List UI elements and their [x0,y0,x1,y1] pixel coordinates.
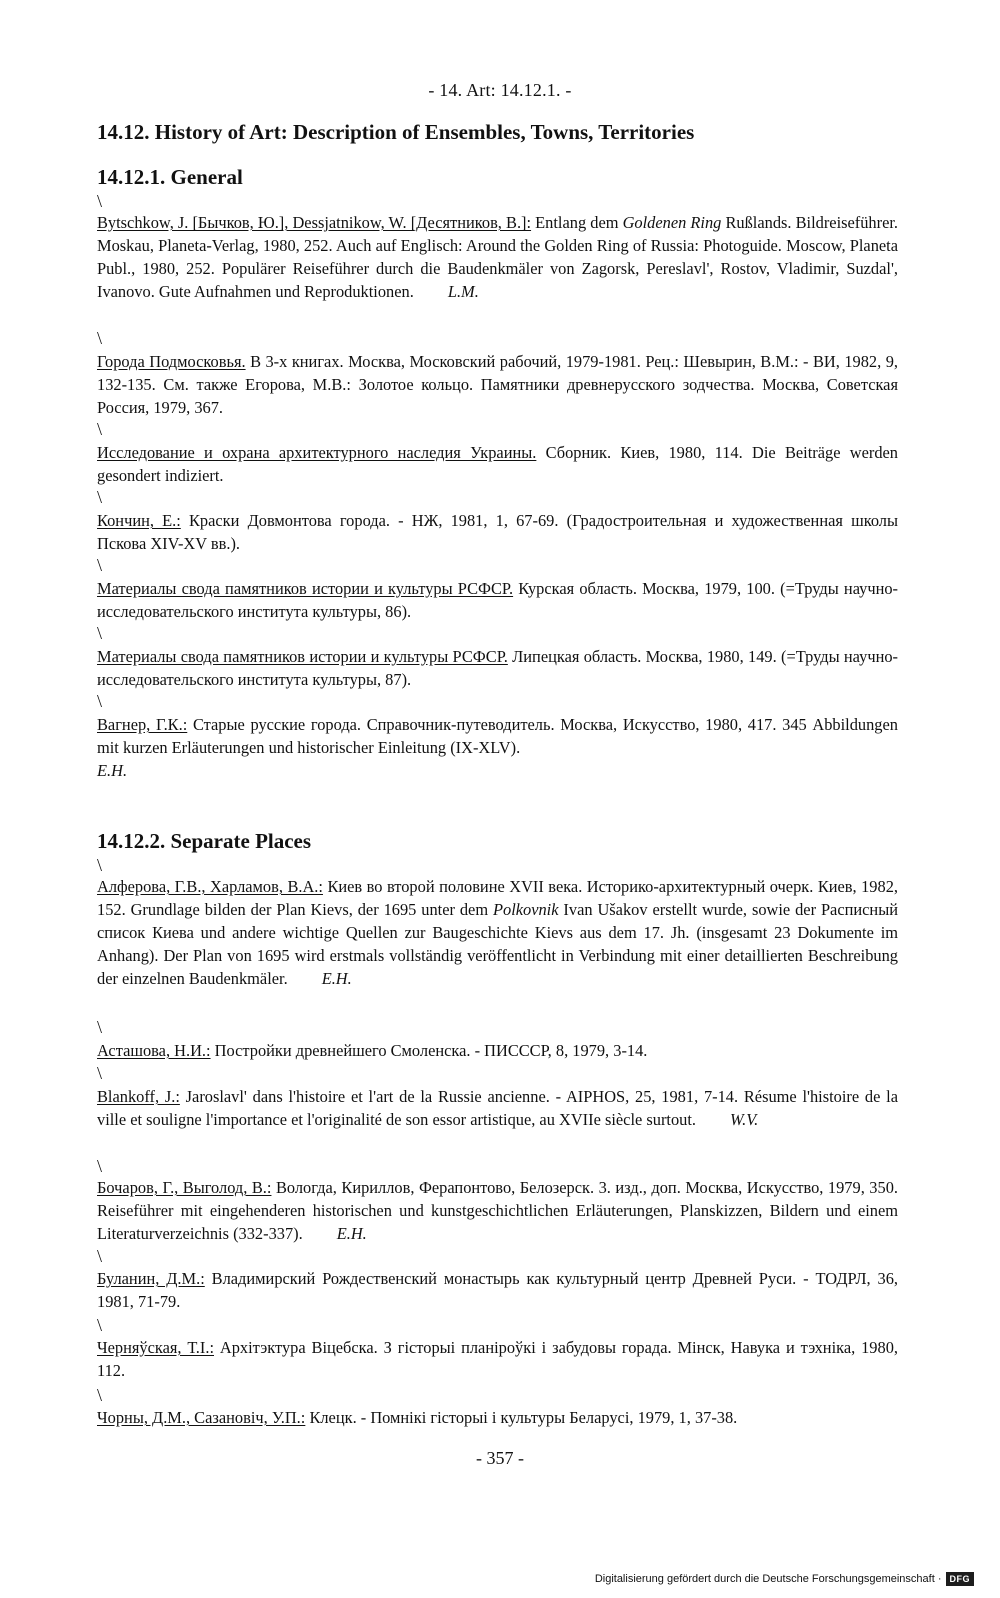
entry-author: Вагнер, Г.К.: [97,715,188,734]
entry-text: Киев во второй половине XVII века. Историко-архитектурный очерк. Киев, 1982, 152. Grundlage bilden der Plan Kievs, der 1695 unter dem [97,877,898,919]
entry-author: Алферова, Г.В., Харламов, В.А.: [97,877,323,896]
entry-separator: \ [97,623,103,643]
entry-text: Сборник. Киев, 1980, 114. Die Beiträge werden gesondert indiziert. [97,443,898,485]
entry-author: Черняўская, Т.І.: [97,1338,214,1357]
bibliography-entry [97,713,898,782]
entry-italic: Goldenen Ring [622,213,722,232]
entry-author: Материалы свода памятников истории и культуры РСФСР. [97,579,514,598]
entry-text: Архітэктура Віцебска. З гісторыі планіроўкі і забудовы горада. Мінск, Навука и тэхніка, 1980, 112. [97,1338,898,1380]
entry-author: Материалы свода памятников истории и культуры РСФСР. [97,647,508,666]
bibliography-entry [97,211,898,303]
page-number: - 357 - [476,1448,524,1468]
reviewer-initials: L.M. [447,282,479,301]
entry-text: Постройки древнейшего Смоленска. - ПИСССР, 8, 1979, 3-14. [210,1041,648,1060]
entry-text: Ivan Ušakov erstellt wurde, sowie der Расписный список Киева und andere wichtige Quellen zur Baugeschichte Kievs aus dem 17. Jh. (insgesamt 23 Dokumente im Anhang). Der Plan von 1695 wird erstmals vollständig veröffentlicht in Verbindung mit einer detaillierten Beschreibung der einzelnen Baudenkmäler. [97,900,898,988]
entry-separator: \ [97,487,103,507]
entry-separator: \ [97,691,103,711]
subsection-title-general: 14.12.1. General [97,165,243,189]
bibliography-entry [97,577,898,623]
entry-separator: \ [97,1017,103,1037]
entry-author: Кончин, Е.: [97,511,181,530]
credit-text: Digitalisierung gefördert durch die Deutsche Forschungsgemeinschaft · [594,1573,942,1585]
entry-author: Чорны, Д.М., Сазановіч, У.П.: [97,1408,306,1427]
entry-separator: \ [97,328,103,348]
subsection-title-separate-places: 14.12.2. Separate Places [97,829,312,853]
entry-separator: \ [97,855,103,875]
entry-author: Буланин, Д.М.: [97,1269,205,1288]
entry-text: Владимирский Рождественский монастырь как культурный центр Древней Руси. - ТОДРЛ, 36, 1981, 71-79. [97,1269,898,1311]
bibliography-entry [97,1085,898,1131]
digitization-credit [595,1572,974,1586]
entry-text: Краски Довмонтова города. - НЖ, 1981, 1, 67-69. (Градостроительная и художественная школы Пскова XIV-XV вв.). [97,511,898,553]
entry-separator: \ [97,555,103,575]
entry-author: Bytschkow, J. [Бычков, Ю.], Dessjatnikow, W. [Десятников, В.]: [97,213,532,232]
dfg-logo: DFG [946,1572,975,1586]
reviewer-initials: E.H. [336,1224,367,1243]
entry-separator: \ [97,1246,103,1266]
section-title: 14.12. History of Art: Description of Ensembles, Towns, Territories [97,120,695,144]
reviewer-initials: E.H. [321,969,352,988]
entry-separator: \ [97,1315,103,1335]
bibliography-entry [97,1336,898,1382]
entry-separator: \ [97,1156,103,1176]
reviewer-initials: W.V. [730,1110,759,1129]
entry-separator: \ [97,1385,103,1405]
bibliography-entry [97,875,898,990]
reviewer-initials: E.H. [97,761,128,780]
entry-author: Blankoff, J.: [97,1087,180,1106]
entry-text: Клецк. - Помнікі гісторыі і культуры Беларусі, 1979, 1, 37-38. [305,1408,738,1427]
bibliography-entry [97,1406,898,1429]
entry-text: Rußlands. Bildreiseführer. Moskau, Planeta-Verlag, 1980, 252. Auch auf Englisch: Around the Golden Ring of Russia: Photoguide. Moscow, Planeta Publ., 1980, 252. Populärer Reiseführer durch die Baudenkmäler von Zagorsk, Pereslavl', Rostov, Vladimir, Suzdal', Ivanovo. Gute Aufnahmen und Reproduktionen. [97,213,899,301]
entry-text: Курская область. Москва, 1979, 100. (=Труды научно-исследовательского института культуры, 86). [97,579,898,621]
entry-separator: \ [97,419,103,439]
bibliography-entry [97,1176,898,1245]
bibliography-entry [97,1267,898,1313]
entry-separator: \ [97,1063,103,1083]
bibliography-entry [97,1039,898,1062]
entry-text: Jaroslavl' dans l'histoire et l'art de la Russie ancienne. - AIPHOS, 25, 1981, 7-14. Résume l'histoire de la ville et souligne l'importance et l'originalité de son essor artistique, au XVIIe siècle surtout. [97,1087,898,1129]
bibliography-entry [97,350,898,419]
entry-author: Асташова, Н.И.: [97,1041,211,1060]
bibliography-entry [97,441,898,487]
entry-text: Вологда, Кириллов, Ферапонтово, Белозерск. 3. изд., доп. Москва, Искусство, 1979, 350. Reiseführer mit eingehenderen historischen und kunstgeschichtlichen Erläuterungen, Planskizzen, Bildern und einem Literaturverzeichnis (332-337). [97,1178,898,1243]
entry-text: Entlang dem [531,213,623,232]
entry-text: В 3-х книгах. Москва, Московский рабочий, 1979-1981. Рец.: Шевырин, В.М.: - ВИ, 1982, 9, 132-135. См. также Егорова, М.В.: Золотое кольцо. Памятники древнерусского зодчества. Москва, Советская Россия, 1979, 367. [97,352,898,417]
entry-text: Липецкая область. Москва, 1980, 149. (=Труды научно-исследовательского института культуры, 87). [97,647,898,689]
bibliography-entry [97,645,898,691]
entry-text: Старые русские города. Справочник-путеводитель. Москва, Искусство, 1980, 417. 345 Abbildungen mit kurzen Erläuterungen und historischer Einleitung (IX-XLV). [97,715,898,757]
running-head: - 14. Art: 14.12.1. - [428,80,572,100]
entry-author: Города Подмосковья. [97,352,246,371]
entry-separator: \ [97,191,103,211]
entry-author: Бочаров, Г., Выголод, В.: [97,1178,272,1197]
bibliography-entry [97,509,898,555]
entry-italic: Polkovnik [492,900,559,919]
entry-author: Исследование и охрана архитектурного наследия Украины. [97,443,537,462]
